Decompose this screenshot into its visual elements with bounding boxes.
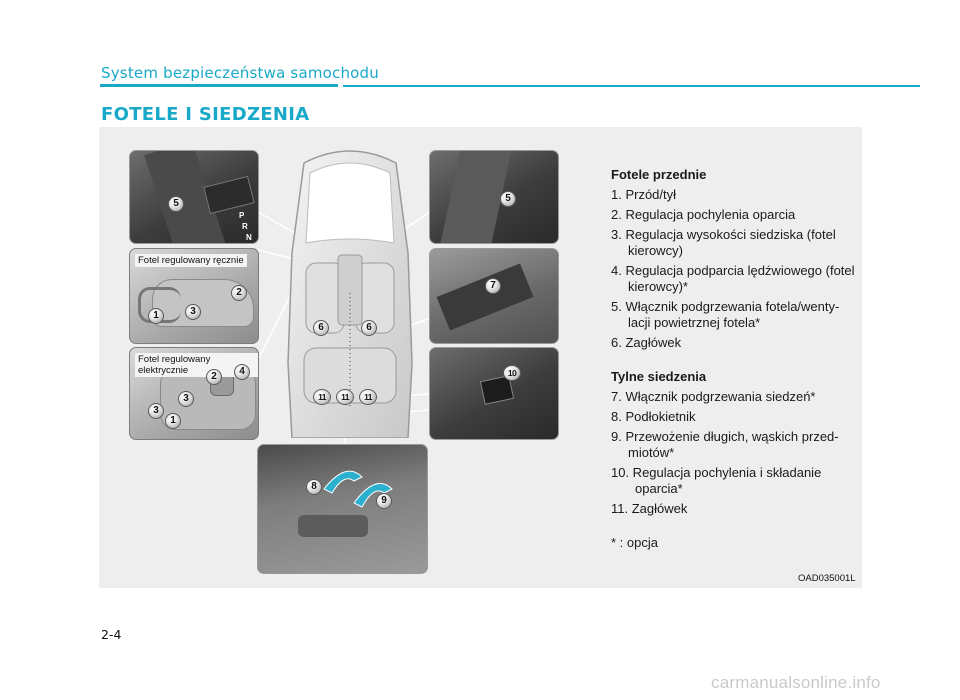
badge-6-right: 6 (361, 320, 377, 336)
badge-11-center: 11 (336, 389, 354, 405)
legend-item-10: 10. Regulacja pochylenia i składanie oparcia* (611, 465, 822, 496)
badge-9: 9 (376, 493, 392, 509)
gear-p-label: P (239, 211, 245, 220)
badge-11-right: 11 (359, 389, 377, 405)
photo-rear-heater-switch (429, 248, 559, 344)
manual-seat-caption: Fotel regulowany ręcznie (135, 254, 247, 267)
badge-1b: 1 (165, 413, 181, 429)
photo-seatback-release (429, 347, 559, 440)
power-seat-caption: Fotel regulowany elektrycznie (135, 353, 258, 377)
legend-item-8: 8. Podłokietnik (611, 409, 696, 424)
badge-11-left: 11 (313, 389, 331, 405)
legend-item-7: 7. Włącznik podgrzewania siedzeń* (611, 389, 816, 404)
front-seats-heading: Fotele przednie (611, 167, 707, 182)
fold-arrows (258, 445, 427, 573)
spacer (611, 355, 861, 369)
badge-1: 1 (148, 308, 164, 324)
rear-seats-heading: Tylne siedzenia (611, 369, 707, 384)
door-panel-shape (437, 263, 534, 330)
legend (611, 167, 861, 555)
badge-7: 7 (485, 278, 501, 294)
section-label: System bezpieczeństwa samochodu (101, 64, 379, 82)
badge-3b: 3 (178, 391, 194, 407)
legend-item-11: 11. Zagłówek (611, 501, 688, 516)
badge-4: 4 (234, 364, 250, 380)
legend-item-9: 9. Przewożenie długich, wąskich przed-miotów* (611, 429, 839, 460)
watermark: carmanualsonline.info (711, 673, 881, 692)
legend-item-2: 2. Regulacja pochylenia oparcia (611, 207, 796, 222)
photo-manual-seat (129, 248, 259, 344)
legend-item-4: 4. Regulacja podparcia lędźwiowego (fotel kierowcy)* (611, 263, 855, 294)
legend-item-5: 5. Włącznik podgrzewania fotela/wenty-lacji powietrznej fotela* (611, 299, 840, 330)
badge-3: 3 (185, 304, 201, 320)
badge-5b: 5 (500, 191, 516, 207)
badge-8: 8 (306, 479, 322, 495)
page-title: FOTELE I SIEDZENIA (101, 104, 310, 125)
page-number: 2-4 (101, 627, 122, 642)
badge-10: 10 (503, 365, 521, 381)
photo-power-seat (129, 347, 259, 440)
legend-item-3: 3. Regulacja wysokości siedziska (fotel kierowcy) (611, 227, 836, 258)
gear-plate (203, 176, 254, 214)
badge-2: 2 (231, 285, 247, 301)
photo-rear-armrest (257, 444, 428, 574)
badge-2b: 2 (206, 369, 222, 385)
badge-6-left: 6 (313, 320, 329, 336)
figure-code: OAD035001L (798, 573, 856, 584)
badge-3c: 3 (148, 403, 164, 419)
photo-passenger-heater-switch (429, 150, 559, 244)
legend-item-1: 1. Przód/tył (611, 187, 677, 202)
gear-r-label: R (242, 222, 248, 231)
legend-item-6: 6. Zagłówek (611, 335, 682, 350)
photo-shifter-heater-switch (129, 150, 259, 244)
badge-5: 5 (168, 196, 184, 212)
gear-n-label: N (246, 233, 252, 242)
option-note: * : opcja (611, 535, 658, 550)
